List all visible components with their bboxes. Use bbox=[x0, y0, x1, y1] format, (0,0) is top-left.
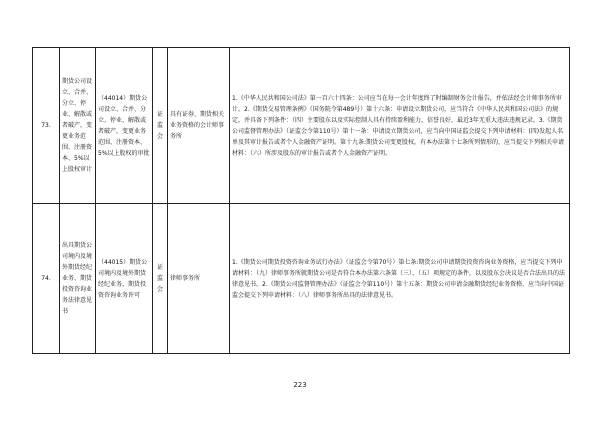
agency: 具有证券、期货相关业务资格的会计师事务所 bbox=[168, 48, 230, 204]
legal-basis: 1.《期货公司期货投资咨询业务试行办法》（证监会令第70号）第七条:期货公司申请期货投资咨询业务资格，应当提交下列申请材料：（九）律师事务所就期货公司是否符合本办法第六条第（三）、（五）项规定的条件，以及股东会决议是否合法出具的法律意见书。2.《期货公司监督管理办法》（证监会令第110号）第十五条：期货公司申请金融期货经纪业务资格，应当向中国证监会提交下列申请材料：（八）律师事务所出具的法律意见书。 bbox=[230, 204, 570, 354]
regulation-table bbox=[32, 47, 570, 354]
approval-item: （44014）期货公司设立、合并、分立、停业、解散或者破产，变更业务范围、注册资本、5%以上股权的审批 bbox=[96, 48, 153, 204]
row-number: 73. bbox=[33, 48, 60, 204]
service-item: 期货公司设立、合并、分立、停业、解散或者破产，变更业务范围、注册资本、5%以上股权审计 bbox=[60, 48, 96, 204]
row-number: 74. bbox=[33, 204, 60, 354]
agency: 律师事务所 bbox=[168, 204, 230, 354]
department: 证监会 bbox=[153, 48, 168, 204]
legal-basis: 1.《中华人民共和国公司法》第一百六十四条：公司应当在每一会计年度终了时编制财务会计报告，并依法经会计师事务所审计。2.《期货交易管理条例》（国务院令第489号）第十六条：申请设立期货公司，应当符合《中华人民共和国公司法》的规定，并具备下列条件：（四）主要股东以及实际控制人具有持续盈利能力，信誉良好，最近3年无重大违法违规记录。3.《期货公司监督管理办法》（证监会令第110号）第十一条：申请设立期货公司，应当向中国证监会提交下列申请材料：(四)发起人名单及其审计报告或者个人金融资产证明。第十九条:期货公司变更股权，有本办法第十七条所列情形的，应当提交下列相关申请材料：（六）所涉及股东的审计报告或者个人金融资产证明。 bbox=[230, 48, 570, 204]
department: 证监会 bbox=[153, 204, 168, 354]
table-row bbox=[33, 48, 570, 204]
service-item: 出具期货公司境内及境外期货经纪业务、期货投资咨询业务法律意见书 bbox=[60, 204, 96, 354]
table-row bbox=[33, 204, 570, 354]
approval-item: （44015）期货公司境内及境外期货经纪业务、期货投资咨询业务许可 bbox=[96, 204, 153, 354]
page-number: 223 bbox=[293, 381, 307, 389]
